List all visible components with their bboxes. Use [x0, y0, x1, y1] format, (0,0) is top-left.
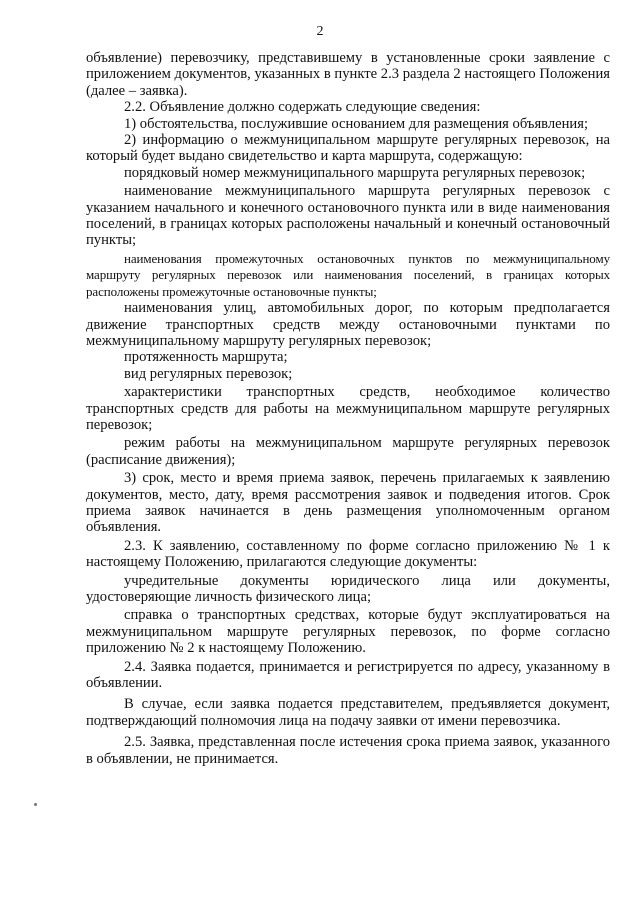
paragraph: наименования промежуточных остановочных пунктов по межмуниципальному маршруту регулярных перевозок или наименования поселений, в границах которых расположены промежуточные остановочные пункты; — [86, 250, 610, 299]
scan-dot — [34, 803, 37, 806]
paragraph: 2.4. Заявка подается, принимается и регистрируется по адресу, указанному в объявлении. — [86, 658, 610, 692]
paragraph: объявление) перевозчику, представившему в установленные сроки заявление с приложением документов, указанных в пункте 2.3 раздела 2 настоящего Положения (далее – заявка). — [86, 50, 610, 99]
paragraph: наименования улиц, автомобильных дорог, по которым предполагается движение транспортных средств между остановочными пунктами по межмуниципальному маршруту регулярных перевозок; — [86, 300, 610, 349]
paragraph: порядковый номер межмуниципального маршрута регулярных перевозок; — [124, 164, 586, 181]
paragraph: 2.2. Объявление должно содержать следующие сведения: — [124, 99, 481, 116]
document-body — [86, 50, 610, 767]
paragraph: 2.3. К заявлению, составленному по форме согласно приложению № 1 к настоящему Положению, прилагаются следующие документы: — [86, 537, 610, 571]
paragraph: 2.5. Заявка, представленная после истечения срока приема заявок, указанного в объявлении, не принимается. — [86, 734, 610, 767]
paragraph: режим работы на межмуниципальном маршруте регулярных перевозок (расписание движения); — [86, 435, 610, 468]
paragraph: 3) срок, место и время приема заявок, перечень прилагаемых к заявлению документов, место, дату, время рассмотрения заявок и подведения итогов. Срок приема заявок начинается в день размещения уполномоченным органом объявления. — [86, 470, 610, 536]
paragraph: справка о транспортных средствах, которые будут эксплуатироваться на межмуниципальном маршруте регулярных перевозок, по форме согласно приложению № 2 к настоящему Положению. — [86, 607, 610, 657]
paragraph: учредительные документы юридического лица или документы, удостоверяющие личность физического лица; — [86, 572, 610, 605]
paragraph: вид регулярных перевозок; — [124, 365, 293, 382]
paragraph: В случае, если заявка подается представителем, предъявляется документ, подтверждающий полномочия лица на подачу заявки от имени перевозчика. — [86, 696, 610, 729]
paragraph: характеристики транспортных средств, необходимое количество транспортных средств для работы на межмуниципальном маршруте регулярных перевозок; — [86, 384, 610, 433]
paragraph: наименование межмуниципального маршрута регулярных перевозок с указанием начального и конечного остановочного пункта или в виде наименования поселений, в границах которых расположены начальный и конечный остановочный пункты; — [86, 183, 610, 249]
paragraph: протяженность маршрута; — [124, 349, 288, 366]
paragraph: 1) обстоятельства, послужившие основанием для размещения объявления; — [124, 115, 589, 132]
paragraph: 2) информацию о межмуниципальном маршруте регулярных перевозок, на который будет выдано свидетельство и карта маршрута, содержащую: — [86, 132, 610, 165]
page-number: 2 — [316, 24, 324, 39]
